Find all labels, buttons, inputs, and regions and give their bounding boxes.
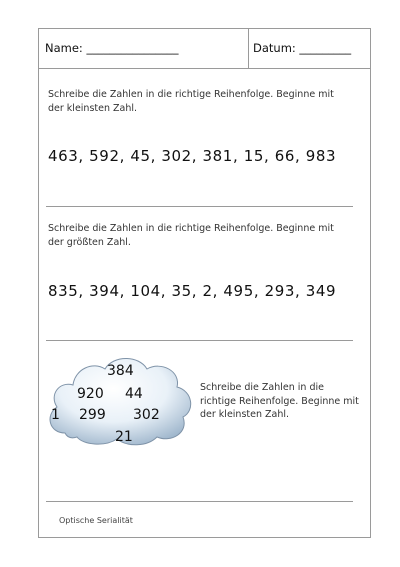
header-row (39, 29, 370, 69)
footer-caption: Optische Serialität (59, 516, 133, 525)
exercise-1-instruction: Schreibe die Zahlen in die richtige Reihenfolge. Beginne mit der kleinsten Zahl. (48, 89, 334, 114)
exercise-3-instruction: Schreibe die Zahlen in die richtige Reihenfolge. Beginne mit der kleinsten Zahl. (200, 382, 359, 420)
date-field-label: Datum: _________ (253, 41, 352, 55)
number-cloud (43, 351, 195, 447)
worksheet (38, 28, 371, 538)
header-divider (248, 29, 249, 68)
exercise-2-numbers: 835, 394, 104, 35, 2, 495, 293, 349 (48, 282, 337, 300)
cloud-number: 299 (79, 407, 106, 423)
cloud-number: 44 (125, 386, 143, 402)
exercise-1-numbers: 463, 592, 45, 302, 381, 15, 66, 983 (48, 147, 337, 165)
cloud-number: 1 (51, 407, 60, 423)
exercise-1-answer-line (46, 206, 353, 207)
name-field-label: Name: ________________ (45, 41, 179, 55)
exercise-3-answer-line (46, 501, 353, 502)
cloud-number: 384 (107, 363, 134, 379)
exercise-2-answer-line (46, 340, 353, 341)
cloud-number: 302 (133, 407, 160, 423)
cloud-number: 920 (77, 386, 104, 402)
exercise-2-instruction: Schreibe die Zahlen in die richtige Reihenfolge. Beginne mit der größten Zahl. (48, 223, 334, 248)
cloud-number: 21 (115, 429, 133, 445)
